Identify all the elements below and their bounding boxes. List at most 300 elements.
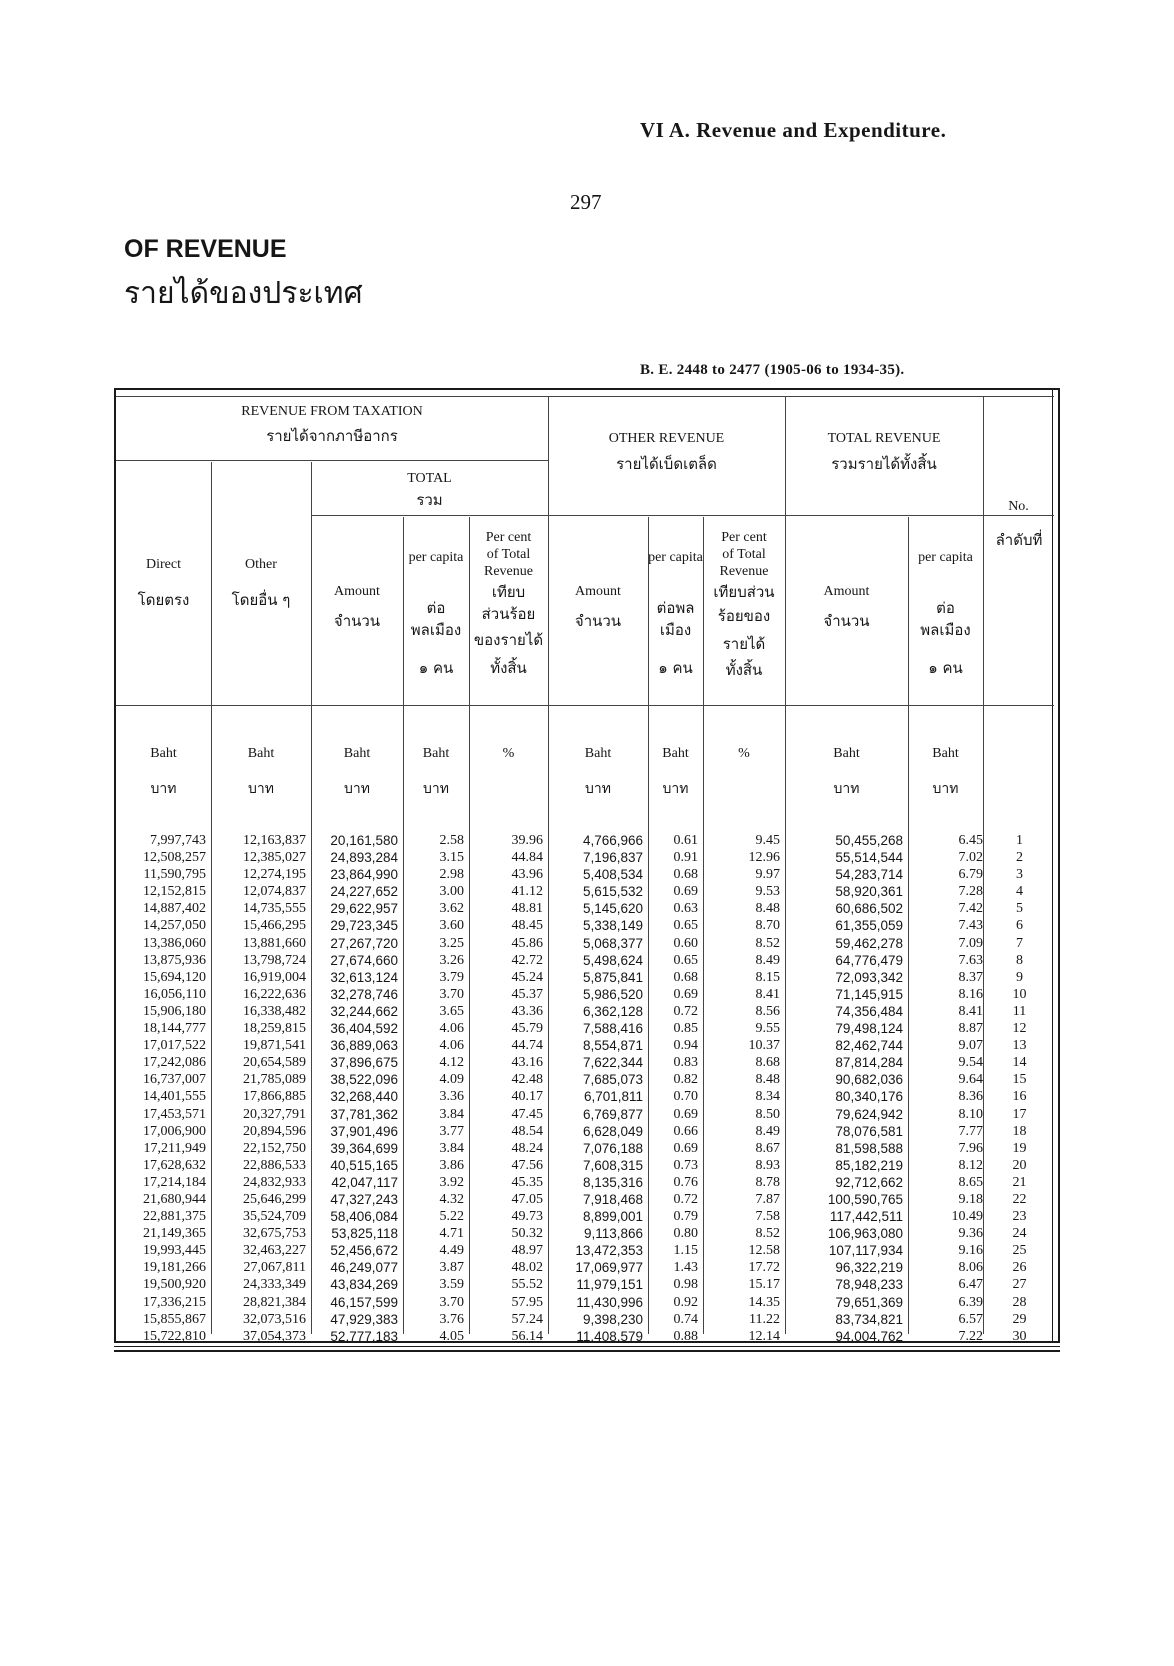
total-subgroup-rule [311, 515, 548, 516]
other-amount-cell: 6,362,128 [582, 1003, 643, 1019]
tax-amount-cell: 29,622,957 [330, 901, 398, 917]
table-row [116, 917, 1056, 934]
tax-per-capita-header-thai-b: พลเมือง [410, 621, 462, 639]
tax-per-capita-cell: 3.70 [439, 986, 464, 1002]
tax-percent-cell: 43.36 [511, 1003, 543, 1019]
other-per-capita-cell: 1.43 [673, 1260, 698, 1276]
other-per-capita-cell: 0.65 [673, 918, 698, 934]
table-row [116, 935, 1056, 952]
table-row [116, 1088, 1056, 1105]
unit-baht-thai: บาท [423, 781, 449, 797]
direct-cell: 15,906,180 [143, 1003, 206, 1019]
tax-amount-cell: 36,404,592 [330, 1021, 398, 1037]
row-number-cell: 18 [1012, 1123, 1027, 1139]
total-amount-cell: 55,514,544 [835, 850, 903, 866]
other-tax-cell: 14,735,555 [243, 901, 306, 917]
total-per-capita-cell: 9.54 [958, 1055, 983, 1071]
total-amount-cell: 90,682,036 [835, 1072, 903, 1088]
tax-percent-header-c: Revenue [484, 564, 533, 579]
tax-amount-cell: 32,244,662 [330, 1003, 398, 1019]
total-per-capita-cell: 6.79 [958, 867, 983, 883]
other-percent-cell: 8.50 [755, 1106, 780, 1122]
other-percent-header-thai-a: เทียบส่วน [713, 583, 775, 601]
total-amount-cell: 64,776,479 [835, 952, 903, 968]
tax-amount-cell: 36,889,063 [330, 1038, 398, 1054]
total-per-capita-cell: 7.77 [958, 1123, 983, 1139]
other-tax-cell: 22,886,533 [243, 1157, 306, 1173]
total-per-capita-cell: 6.39 [958, 1294, 983, 1310]
direct-cell: 17,017,522 [143, 1038, 206, 1054]
total-subgroup-header-thai: รวม [416, 491, 443, 509]
table-row [116, 1157, 1056, 1174]
other-per-capita-cell: 0.68 [673, 867, 698, 883]
tax-percent-cell: 57.95 [511, 1294, 543, 1310]
other-tax-cell: 12,274,195 [243, 867, 306, 883]
other-percent-cell: 9.97 [755, 867, 780, 883]
other-percent-cell: 10.37 [748, 1038, 780, 1054]
row-number-cell: 26 [1012, 1260, 1027, 1276]
direct-cell: 15,694,120 [143, 969, 206, 985]
total-amount-cell: 117,442,511 [829, 1209, 903, 1225]
other-per-capita-cell: 0.85 [673, 1021, 698, 1037]
direct-cell: 17,214,184 [143, 1174, 206, 1190]
total-amount-cell: 85,182,219 [835, 1157, 903, 1173]
header-bottom-rule [116, 705, 1054, 706]
unit-baht-thai: บาท [662, 781, 689, 797]
tax-percent-cell: 45.79 [511, 1021, 543, 1037]
total-amount-header-thai: จำนวน [823, 612, 870, 630]
row-number-cell: 25 [1012, 1243, 1027, 1259]
table-row [116, 1003, 1056, 1020]
other-amount-cell: 17,069,977 [575, 1260, 643, 1276]
header-top-rule [116, 396, 1054, 397]
page-number: 297 [570, 190, 602, 214]
tax-per-capita-cell: 3.77 [439, 1123, 464, 1139]
other-percent-cell: 15.17 [748, 1277, 780, 1293]
other-percent-cell: 12.58 [748, 1243, 780, 1259]
other-amount-cell: 4,766,966 [582, 833, 643, 848]
other-revenue-header: OTHER REVENUE [608, 431, 725, 446]
unit-baht: Baht [584, 746, 612, 761]
tax-amount-cell: 37,896,675 [330, 1055, 398, 1071]
period-label: B. E. 2448 to 2477 (1905-06 to 1934-35). [640, 362, 905, 378]
direct-cell: 22,881,375 [143, 1209, 206, 1225]
total-per-capita-cell: 7.42 [958, 901, 983, 917]
tax-amount-cell: 46,157,599 [330, 1294, 398, 1310]
other-per-capita-cell: 0.69 [673, 1106, 698, 1122]
other-amount-cell: 7,685,073 [582, 1072, 643, 1088]
direct-cell: 17,453,571 [143, 1106, 206, 1122]
other-amount-cell: 8,135,316 [582, 1174, 643, 1190]
other-amount-cell: 6,701,811 [583, 1089, 643, 1105]
other-tax-cell: 24,832,933 [243, 1174, 306, 1190]
other-tax-cell: 32,463,227 [243, 1243, 306, 1259]
other-percent-cell: 8.49 [755, 1123, 780, 1139]
tax-percent-cell: 44.74 [511, 1038, 543, 1054]
tax-amount-cell: 43,834,269 [330, 1277, 398, 1293]
unit-baht-thai: บาท [932, 781, 959, 797]
table-row [116, 1123, 1056, 1140]
row-number-cell: 21 [1012, 1174, 1027, 1190]
other-tax-cell: 37,054,373 [243, 1328, 306, 1344]
other-percent-cell: 14.35 [748, 1294, 780, 1310]
other-percent-cell: 8.48 [755, 1072, 780, 1088]
tax-per-capita-cell: 4.06 [439, 1038, 464, 1054]
other-amount-cell: 13,472,353 [575, 1243, 643, 1259]
other-amount-cell: 7,608,315 [582, 1157, 643, 1173]
total-amount-cell: 58,920,361 [835, 884, 903, 900]
total-per-capita-cell: 6.47 [958, 1277, 983, 1293]
row-number-cell: 11 [1012, 1003, 1027, 1019]
direct-cell: 11,590,795 [143, 867, 206, 883]
other-amount-cell: 5,068,377 [582, 935, 643, 951]
other-per-capita-cell: 0.73 [673, 1157, 698, 1173]
direct-header-thai: โดยตรง [137, 591, 190, 609]
total-per-capita-cell: 7.43 [958, 918, 983, 934]
other-percent-cell: 17.72 [748, 1260, 780, 1276]
other-tax-cell: 13,798,724 [243, 952, 306, 968]
row-number-cell: 14 [1012, 1055, 1027, 1071]
total-per-capita-cell: 6.57 [958, 1311, 983, 1327]
unit-baht-thai: บาท [344, 781, 370, 797]
other-per-capita-cell: 0.61 [673, 833, 698, 848]
tax-per-capita-cell: 2.58 [439, 833, 464, 848]
taxation-group-header: REVENUE FROM TAXATION [241, 404, 423, 419]
other-amount-cell: 6,769,877 [582, 1106, 643, 1122]
other-amount-cell: 7,076,188 [582, 1140, 643, 1156]
other-per-capita-cell: 0.69 [673, 884, 698, 900]
tax-amount-cell: 46,249,077 [330, 1260, 398, 1276]
total-per-capita-cell: 8.10 [958, 1106, 983, 1122]
total-amount-cell: 82,462,744 [835, 1038, 903, 1054]
other-per-capita-cell: 0.70 [673, 1089, 698, 1105]
other-amount-cell: 7,588,416 [582, 1021, 643, 1037]
tax-percent-cell: 56.14 [511, 1328, 543, 1344]
total-per-capita-cell: 8.16 [958, 986, 983, 1002]
tax-per-capita-cell: 4.71 [439, 1226, 464, 1242]
table-row [116, 1242, 1056, 1259]
other-per-capita-cell: 0.72 [673, 1191, 698, 1207]
tax-per-capita-cell: 4.09 [439, 1072, 464, 1088]
other-per-capita-cell: 0.94 [673, 1038, 698, 1054]
tax-percent-header-b: of Total [486, 547, 531, 562]
other-percent-cell: 8.70 [755, 918, 780, 934]
other-tax-cell: 17,866,885 [243, 1089, 306, 1105]
tax-per-capita-cell: 2.98 [439, 867, 464, 883]
other-tax-cell: 20,654,589 [243, 1055, 306, 1071]
other-per-capita-header-thai-c: ๑ คน [658, 659, 693, 677]
total-amount-cell: 78,076,581 [835, 1123, 903, 1139]
other-percent-header-b: of Total [722, 547, 766, 562]
table-row [116, 986, 1056, 1003]
row-number-cell: 3 [1016, 867, 1023, 883]
tax-percent-header-thai-c: ของรายได้ [473, 631, 544, 649]
total-revenue-header: TOTAL REVENUE [827, 431, 941, 446]
tax-percent-cell: 47.45 [511, 1106, 543, 1122]
table-row [116, 1020, 1056, 1037]
other-percent-cell: 8.52 [755, 935, 780, 951]
total-per-capita-cell: 8.65 [958, 1174, 983, 1190]
direct-cell: 17,211,949 [143, 1140, 206, 1156]
other-per-capita-cell: 0.82 [673, 1072, 698, 1088]
total-per-capita-cell: 7.09 [958, 935, 983, 951]
page-title: OF REVENUE [124, 235, 287, 263]
no-header-thai: ลำดับที่ [995, 531, 1043, 549]
row-number-cell: 7 [1016, 935, 1023, 951]
total-per-capita-cell: 7.28 [958, 884, 983, 900]
unit-baht: Baht [343, 746, 371, 761]
other-amount-cell: 7,622,344 [582, 1055, 643, 1071]
table-row [116, 883, 1056, 900]
direct-cell: 17,242,086 [143, 1055, 206, 1071]
tax-per-capita-cell: 3.25 [439, 935, 464, 951]
total-amount-cell: 79,624,942 [835, 1106, 903, 1122]
other-per-capita-cell: 0.65 [673, 952, 698, 968]
other-per-capita-header-thai-b: เมือง [659, 621, 692, 639]
unit-baht: Baht [833, 746, 860, 761]
other-tax-cell: 13,881,660 [243, 935, 306, 951]
tax-per-capita-cell: 4.12 [439, 1055, 464, 1071]
other-percent-cell: 8.49 [755, 952, 780, 968]
tax-amount-cell: 32,278,746 [330, 986, 398, 1002]
tax-per-capita-cell: 3.84 [439, 1140, 464, 1156]
page-title-thai: รายได้ของประเทศ [124, 276, 363, 311]
table-row [116, 1208, 1056, 1225]
tax-percent-cell: 44.84 [511, 850, 543, 866]
tax-percent-cell: 55.52 [511, 1277, 543, 1293]
direct-cell: 19,993,445 [143, 1243, 206, 1259]
direct-cell: 14,401,555 [143, 1089, 206, 1105]
tax-percent-cell: 42.72 [511, 952, 543, 968]
tax-amount-cell: 39,364,699 [330, 1140, 398, 1156]
other-amount-cell: 5,145,620 [582, 901, 643, 917]
other-tax-cell: 32,675,753 [243, 1226, 306, 1242]
tax-per-capita-cell: 3.60 [439, 918, 464, 934]
row-number-cell: 8 [1016, 952, 1023, 968]
direct-cell: 19,500,920 [143, 1277, 206, 1293]
other-amount-cell: 9,113,866 [583, 1226, 643, 1242]
unit-baht: Baht [247, 746, 275, 761]
tax-amount-cell: 47,929,383 [330, 1311, 398, 1327]
table-row [116, 1225, 1056, 1242]
tax-per-capita-cell: 5.22 [439, 1209, 464, 1225]
direct-cell: 16,056,110 [143, 986, 206, 1002]
other-percent-cell: 8.68 [755, 1055, 780, 1071]
total-per-capita-cell: 9.07 [958, 1038, 983, 1054]
other-tax-cell: 20,894,596 [243, 1123, 306, 1139]
total-per-capita-cell: 7.63 [958, 952, 983, 968]
direct-cell: 18,144,777 [143, 1021, 206, 1037]
tax-per-capita-cell: 3.65 [439, 1003, 464, 1019]
row-number-cell: 5 [1016, 901, 1023, 917]
other-tax-cell: 18,259,815 [243, 1021, 306, 1037]
tax-percent-cell: 48.45 [511, 918, 543, 934]
table-row [116, 1328, 1056, 1345]
total-per-capita-cell: 8.37 [958, 969, 983, 985]
section-heading: VI A. Revenue and Expenditure. [640, 118, 947, 142]
tax-per-capita-cell: 4.06 [439, 1021, 464, 1037]
other-amount-cell: 6,628,049 [582, 1123, 643, 1139]
other-tax-cell: 20,327,791 [243, 1106, 306, 1122]
total-per-capita-cell: 9.18 [958, 1191, 983, 1207]
total-amount-cell: 78,948,233 [835, 1277, 903, 1293]
row-number-cell: 27 [1012, 1277, 1027, 1293]
unit-baht-thai: บาท [585, 781, 611, 797]
table-row [116, 1106, 1056, 1123]
tax-percent-cell: 47.56 [511, 1157, 543, 1173]
tax-per-capita-cell: 3.62 [439, 901, 464, 917]
tax-per-capita-cell: 4.49 [439, 1243, 464, 1259]
tax-percent-cell: 45.37 [511, 986, 543, 1002]
tax-amount-cell: 52,777,183 [330, 1328, 398, 1344]
total-amount-cell: 83,734,821 [835, 1311, 903, 1327]
other-percent-cell: 8.41 [755, 986, 780, 1002]
total-per-capita-header-thai-a: ต่อ [936, 599, 955, 617]
other-percent-cell: 11.22 [749, 1311, 780, 1327]
row-number-cell: 16 [1012, 1089, 1027, 1105]
tax-per-capita-cell: 3.79 [439, 969, 464, 985]
other-percent-cell: 8.52 [755, 1226, 780, 1242]
total-amount-cell: 71,145,915 [835, 986, 903, 1002]
tax-per-capita-cell: 3.70 [439, 1294, 464, 1310]
other-tax-cell: 32,073,516 [243, 1311, 306, 1327]
tax-percent-cell: 47.05 [511, 1191, 543, 1207]
row-number-cell: 22 [1012, 1191, 1027, 1207]
table-row [116, 1037, 1056, 1054]
row-number-cell: 2 [1016, 850, 1023, 866]
total-amount-cell: 54,283,714 [835, 867, 903, 883]
other-per-capita-cell: 0.79 [673, 1209, 698, 1225]
other-percent-cell: 12.96 [748, 850, 780, 866]
tax-percent-cell: 39.96 [511, 833, 543, 848]
table-row [116, 1071, 1056, 1088]
other-amount-cell: 11,979,151 [576, 1277, 643, 1293]
other-per-capita-cell: 0.98 [673, 1277, 698, 1293]
other-revenue-header-thai: รายได้เบ็ดเตล็ด [616, 455, 717, 473]
total-amount-cell: 79,498,124 [835, 1021, 903, 1037]
unit-baht-thai: บาท [150, 781, 177, 797]
tax-percent-cell: 42.48 [511, 1072, 543, 1088]
table-bottom-rule [114, 1346, 1060, 1347]
table-bottom-rule-thick [114, 1350, 1060, 1352]
table-row [116, 832, 1056, 849]
other-percent-cell: 9.55 [755, 1021, 780, 1037]
row-number-cell: 17 [1012, 1106, 1027, 1122]
tax-per-capita-cell: 3.86 [439, 1157, 464, 1173]
direct-cell: 13,386,060 [143, 935, 206, 951]
tax-per-capita-cell: 4.32 [439, 1191, 464, 1207]
direct-cell: 12,152,815 [143, 884, 206, 900]
direct-header: Direct [146, 557, 181, 572]
other-tax-cell: 35,524,709 [243, 1209, 306, 1225]
other-percent-cell: 9.45 [755, 833, 780, 848]
tax-per-capita-header-thai-c: ๑ คน [418, 659, 454, 677]
tax-amount-cell: 52,456,672 [330, 1243, 398, 1259]
other-per-capita-cell: 0.66 [673, 1123, 698, 1139]
row-number-cell: 19 [1012, 1140, 1027, 1156]
tax-amount-cell: 47,327,243 [330, 1191, 398, 1207]
other-percent-cell: 7.58 [755, 1209, 780, 1225]
total-per-capita-cell: 9.16 [958, 1243, 983, 1259]
row-number-cell: 15 [1012, 1072, 1027, 1088]
direct-cell: 17,006,900 [143, 1123, 206, 1139]
other-tax-header: Other [245, 557, 277, 572]
tax-percent-header-thai-a: เทียบ [491, 583, 526, 601]
tax-per-capita-cell: 3.26 [439, 952, 464, 968]
total-amount-cell: 92,712,662 [835, 1174, 903, 1190]
total-per-capita-header-thai-c: ๑ คน [928, 659, 963, 677]
direct-cell: 14,887,402 [143, 901, 206, 917]
other-amount-cell: 7,196,837 [582, 850, 643, 866]
taxation-group-header-thai: รายได้จากภาษีอากร [266, 427, 398, 445]
row-number-cell: 24 [1012, 1226, 1027, 1242]
other-per-capita-cell: 0.83 [673, 1055, 698, 1071]
other-amount-header-thai: จำนวน [574, 612, 622, 630]
tax-amount-header-thai: จำนวน [333, 612, 381, 630]
unit-baht: Baht [932, 746, 959, 761]
tax-per-capita-cell: 3.59 [439, 1277, 464, 1293]
direct-cell: 15,722,810 [143, 1328, 206, 1344]
tax-percent-header-thai-b: ส่วนร้อย [481, 605, 536, 623]
tax-amount-cell: 20,161,580 [330, 833, 398, 848]
table-row [116, 1276, 1056, 1293]
other-amount-cell: 5,338,149 [582, 918, 643, 934]
total-amount-cell: 96,322,219 [835, 1260, 903, 1276]
tax-amount-cell: 53,825,118 [331, 1226, 398, 1242]
other-percent-cell: 7.87 [755, 1191, 780, 1207]
tax-per-capita-cell: 3.92 [439, 1174, 464, 1190]
tax-amount-cell: 37,901,496 [330, 1123, 398, 1139]
row-number-cell: 20 [1012, 1157, 1027, 1173]
other-tax-cell: 15,466,295 [243, 918, 306, 934]
total-per-capita-cell: 6.45 [958, 833, 983, 848]
other-amount-cell: 11,430,996 [576, 1294, 643, 1310]
other-percent-header-thai-c: รายได้ [722, 635, 766, 653]
other-tax-cell: 12,074,837 [243, 884, 306, 900]
row-number-cell: 4 [1016, 884, 1023, 900]
row-number-cell: 10 [1012, 986, 1027, 1002]
other-percent-header-a: Per cent [721, 530, 767, 545]
other-amount-cell: 7,918,468 [582, 1191, 643, 1207]
total-per-capita-header: per capita [918, 550, 973, 565]
tax-percent-cell: 48.97 [511, 1243, 543, 1259]
other-per-capita-header: per capita [648, 550, 703, 565]
other-tax-cell: 12,163,837 [243, 833, 306, 848]
row-number-cell: 29 [1012, 1311, 1027, 1327]
total-amount-cell: 81,598,588 [835, 1140, 903, 1156]
other-percent-header-c: Revenue [719, 564, 769, 579]
other-per-capita-header-thai-a: ต่อพล [656, 599, 695, 617]
other-amount-header: Amount [575, 584, 621, 599]
total-revenue-header-thai: รวมรายได้ทั้งสิ้น [831, 455, 937, 473]
tax-amount-cell: 27,674,660 [330, 952, 398, 968]
no-header: No. [1008, 499, 1029, 514]
other-per-capita-cell: 0.60 [673, 935, 698, 951]
tax-per-capita-header: per capita [408, 550, 464, 565]
total-amount-cell: 100,590,765 [827, 1191, 903, 1207]
unit-baht-thai: บาท [248, 781, 274, 797]
direct-cell: 17,336,215 [143, 1294, 206, 1310]
other-per-capita-cell: 0.74 [673, 1311, 698, 1327]
direct-cell: 15,855,867 [143, 1311, 206, 1327]
other-tax-cell: 12,385,027 [243, 850, 306, 866]
total-amount-header: Amount [823, 584, 870, 599]
other-per-capita-cell: 0.63 [673, 901, 698, 917]
tax-amount-cell: 24,893,284 [330, 850, 398, 866]
tax-percent-cell: 41.12 [511, 884, 543, 900]
tax-per-capita-cell: 3.84 [439, 1106, 464, 1122]
table-row [116, 952, 1056, 969]
